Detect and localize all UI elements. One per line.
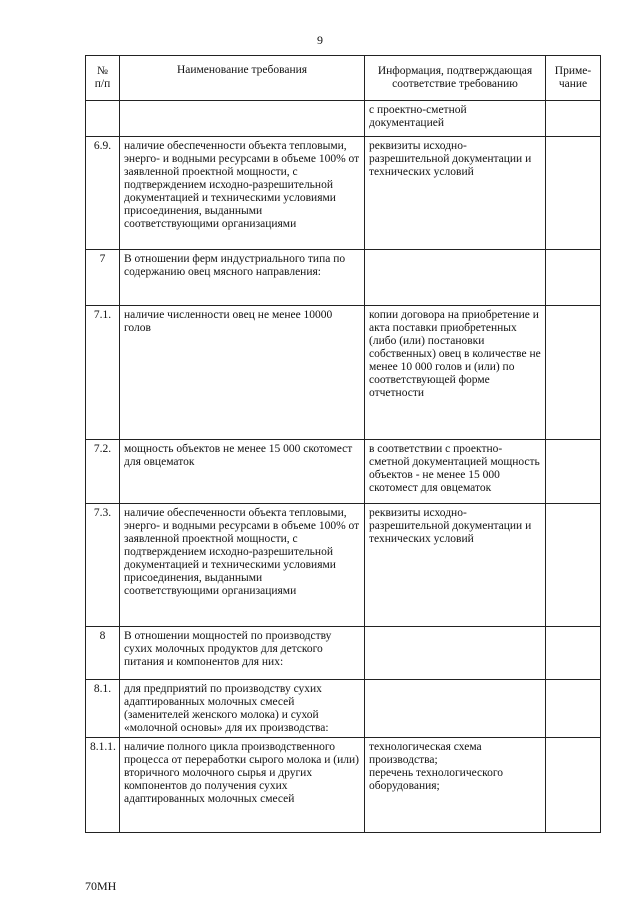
row-requirement: для предприятий по производству сухих адаптированных молочных смесей (заменителей женского молока) и сухой «молочной основы» для их производства: — [120, 680, 365, 738]
table-row — [86, 504, 601, 627]
table-row — [86, 738, 601, 833]
header-note: Приме- чание — [546, 56, 601, 101]
row-info — [365, 627, 546, 680]
header-number: № п/п — [86, 56, 120, 101]
row-note — [546, 627, 601, 680]
document-code: 70МН — [85, 879, 117, 893]
row-note — [546, 101, 601, 137]
row-number: 8.1.1. — [86, 738, 120, 833]
row-number: 7.1. — [86, 306, 120, 440]
row-number: 7.3. — [86, 504, 120, 627]
table-row — [86, 250, 601, 306]
row-number: 6.9. — [86, 137, 120, 250]
row-info: в соответствии с проектно-сметной документацией мощность объектов - не менее 15 000 скотомест для овцематок — [365, 440, 546, 504]
row-info: копии договора на приобретение и акта поставки приобретенных (либо (или) постановки собственных) овец в количестве не менее 10 000 голов и (или) по соответствующей форме отчетности — [365, 306, 546, 440]
row-requirement: наличие обеспеченности объекта тепловыми, энерго- и водными ресурсами в объеме 100% от заявленной проектной мощности, с подтверждением исходно-разрешительной документацией и техническими условиями присоединения, выданными соответствующими организациями — [120, 137, 365, 250]
row-number: 7.2. — [86, 440, 120, 504]
row-info: реквизиты исходно-разрешительной документации и технических условий — [365, 504, 546, 627]
table-row — [86, 137, 601, 250]
row-requirement: В отношении ферм индустриального типа по содержанию овец мясного направления: — [120, 250, 365, 306]
row-info — [365, 680, 546, 738]
row-requirement: наличие обеспеченности объекта тепловыми, энерго- и водными ресурсами в объеме 100% от заявленной проектной мощности, с подтверждением исходно-разрешительной документацией и техническими условиями присоединения, выданными соответствующими организациями — [120, 504, 365, 627]
requirements-table — [85, 55, 601, 833]
row-info: с проектно-сметной документацией — [365, 101, 546, 137]
row-requirement: наличие численности овец не менее 10000 голов — [120, 306, 365, 440]
row-requirement — [120, 101, 365, 137]
row-info: технологическая схема производства; перечень технологического оборудования; — [365, 738, 546, 833]
row-info — [365, 250, 546, 306]
table-row — [86, 680, 601, 738]
table-row — [86, 627, 601, 680]
table-row — [86, 440, 601, 504]
row-number: 7 — [86, 250, 120, 306]
row-info: реквизиты исходно-разрешительной документации и технических условий — [365, 137, 546, 250]
row-note — [546, 680, 601, 738]
row-requirement: В отношении мощностей по производству сухих молочных продуктов для детского питания и компонентов для них: — [120, 627, 365, 680]
row-note — [546, 440, 601, 504]
row-note — [546, 137, 601, 250]
row-requirement: мощность объектов не менее 15 000 скотомест для овцематок — [120, 440, 365, 504]
header-info: Информация, подтверждающая соответствие требованию — [365, 56, 546, 101]
table-row — [86, 306, 601, 440]
row-number: 8 — [86, 627, 120, 680]
page-number: 9 — [317, 33, 323, 47]
row-number: 8.1. — [86, 680, 120, 738]
row-note — [546, 504, 601, 627]
header-requirement: Наименование требования — [120, 56, 365, 101]
row-note — [546, 250, 601, 306]
table-header-row — [86, 56, 601, 101]
row-note — [546, 306, 601, 440]
row-requirement: наличие полного цикла производственного процесса от переработки сырого молока и (или) вторичного молочного сырья и других компонентов до получения сухих адаптированных молочных смесей — [120, 738, 365, 833]
table-row — [86, 101, 601, 137]
row-note — [546, 738, 601, 833]
row-number — [86, 101, 120, 137]
